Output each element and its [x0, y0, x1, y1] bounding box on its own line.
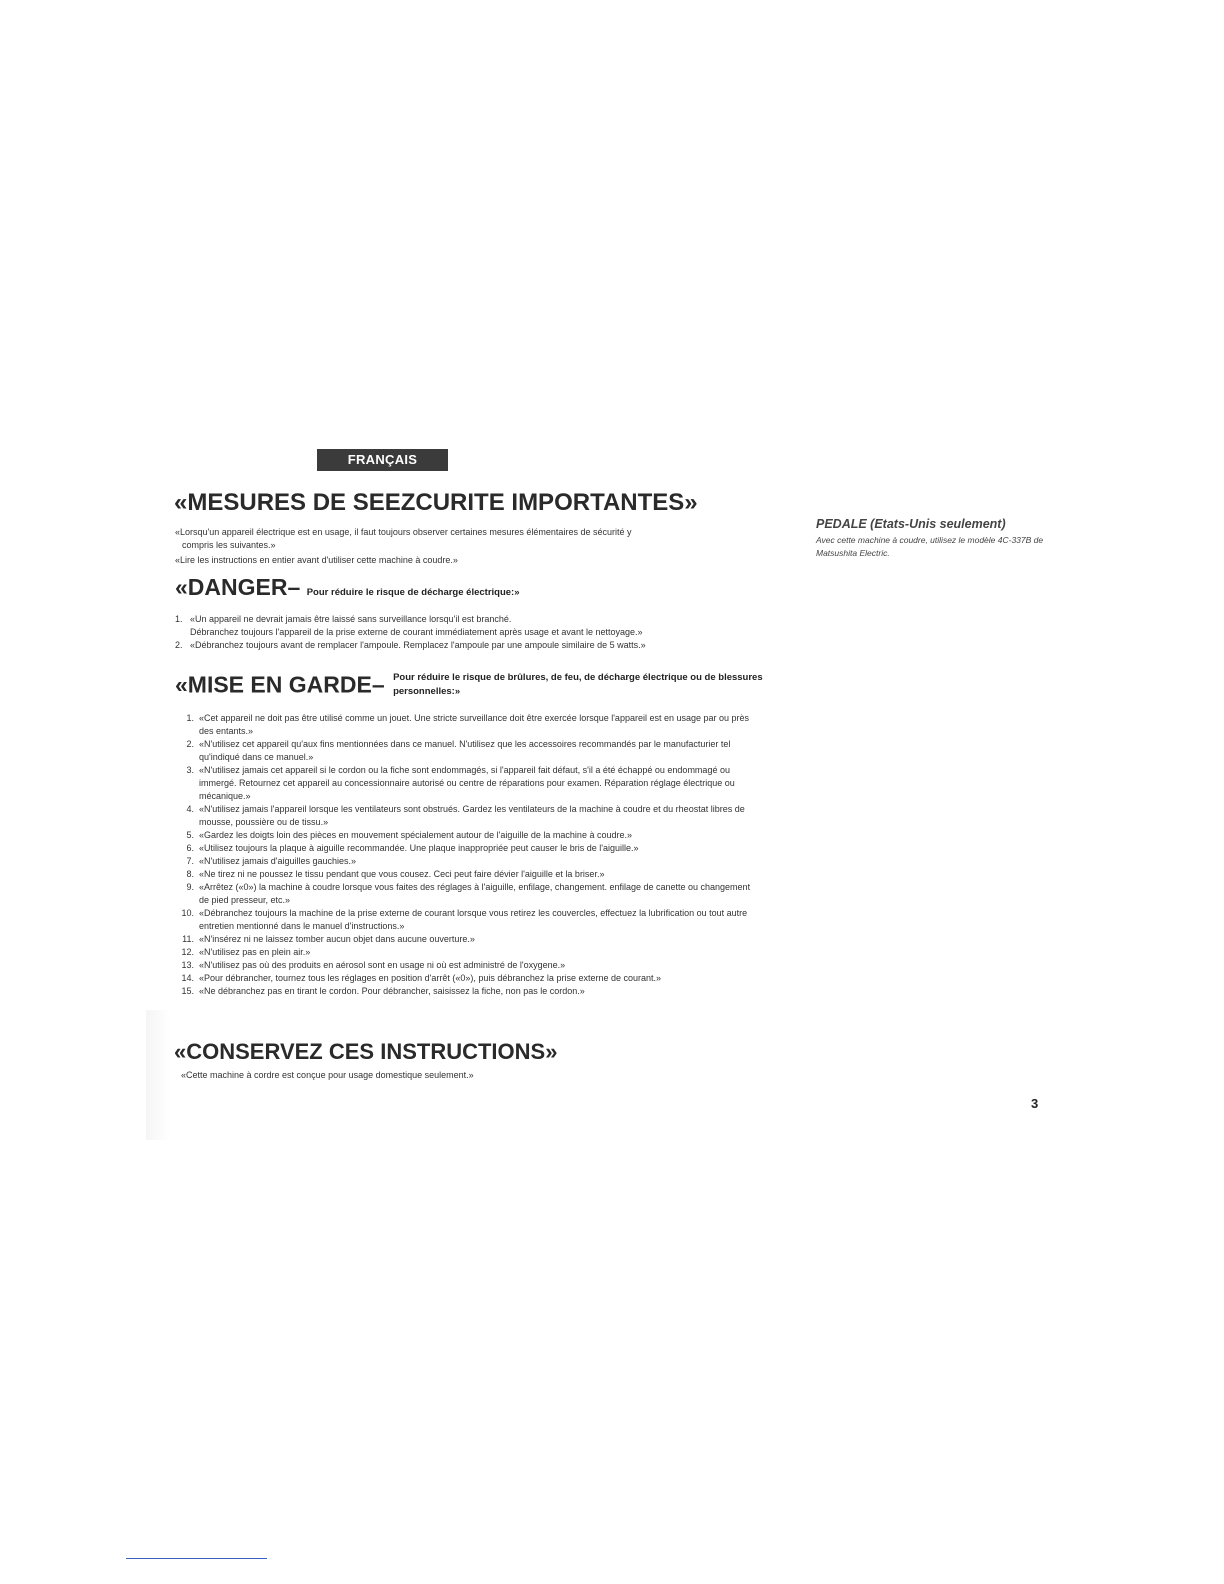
intro-line: «Lorsqu'un appareil électrique est en usage, il faut toujours observer certaines mesures élémentaires de sécurité y — [175, 527, 632, 537]
item-number: 6. — [186, 843, 194, 853]
item-number: 14. — [181, 973, 194, 983]
list-item — [168, 868, 758, 881]
conserve-note: «Cette machine à cordre est conçue pour usage domestique seulement.» — [181, 1070, 474, 1080]
item-text: «N'utilisez jamais d'aiguilles gauchies.» — [199, 856, 357, 866]
item-number: 8. — [186, 869, 194, 879]
scan-shadow — [146, 1010, 170, 1140]
item-number: 5. — [186, 830, 194, 840]
item-text: «Pour débrancher, tournez tous les réglages en position d'arrêt («0»), puis débranchez la prise externe de courant.» — [199, 973, 662, 983]
footer-rule — [126, 1558, 267, 1559]
list-item — [168, 842, 758, 855]
item-number: 10. — [181, 908, 194, 918]
list-item — [168, 881, 758, 907]
page-number: 3 — [1031, 1096, 1039, 1111]
list-item — [168, 803, 758, 829]
item-number: 4. — [186, 804, 194, 814]
mise-list — [168, 712, 758, 998]
intro-line: «Lire les instructions en entier avant d'utiliser cette machine à coudre.» — [175, 555, 458, 565]
item-text: «N'utilisez cet appareil qu'aux fins mentionnées dans ce manuel. N'utilisez que les accessoires recommandés par le manufacturier tel qu'indiqué dans ce manuel.» — [199, 739, 731, 762]
pedale-text: Avec cette machine à coudre, utilisez le modèle 4C-337B de Matsushita Electric. — [816, 535, 1044, 558]
intro-text — [175, 526, 735, 569]
list-item — [168, 907, 758, 933]
list-item — [168, 959, 758, 972]
danger-subtitle: Pour réduire le risque de décharge électrique:» — [306, 587, 520, 598]
mise-subtitle: Pour réduire le risque de brûlures, de feu, de décharge électrique ou de blessures personnelles:» — [393, 672, 763, 697]
item-number: 1. — [175, 614, 183, 624]
list-item — [168, 972, 758, 985]
list-item — [175, 639, 755, 652]
item-text: «Ne tirez ni ne poussez le tissu pendant que vous cousez. Ceci peut faire dévier l'aiguille et la briser.» — [199, 869, 605, 879]
language-tab: FRANÇAIS — [317, 449, 448, 471]
item-number: 3. — [186, 765, 194, 775]
item-text: «N'utilisez jamais l'appareil lorsque les ventilateurs sont obstrués. Gardez les ventilateurs de la machine à coudre et du rheostat libres de mousse, poussière ou de tissu.» — [199, 804, 745, 827]
item-text: «Arrêtez («0») la machine à coudre lorsque vous faites des réglages à l'aiguille, enfilage, changement. enfilage de canette ou changement de pied presseur, etc.» — [199, 882, 751, 905]
mise-heading — [175, 671, 773, 699]
item-number: 2. — [175, 640, 183, 650]
item-number: 12. — [181, 947, 194, 957]
item-text: «Utilisez toujours la plaque à aiguille recommandée. Une plaque inappropriée peut causer le bris de l'aiguille.» — [199, 843, 639, 853]
list-item — [168, 855, 758, 868]
item-text: «N'utilisez pas où des produits en aérosol sont en usage ni où est administré de l'oxygene.» — [199, 960, 566, 970]
item-text: «Cet appareil ne doit pas être utilisé comme un jouet. Une stricte surveillance doit être exercée lorsque l'appareil est en usage par ou près des entants.» — [199, 713, 750, 736]
item-number: 1. — [186, 713, 194, 723]
list-item — [168, 829, 758, 842]
list-item — [175, 613, 755, 626]
item-text: «Débranchez toujours avant de remplacer l'ampoule. Remplacez l'ampoule par une ampoule similaire de 5 watts.» — [190, 640, 646, 650]
item-text: «N'utilisez jamais cet appareil si le cordon ou la fiche sont endommagés, si l'appareil fait défaut, s'il a été échappé ou endommagé ou immergé. Retournez cet appareil au concessionnaire autorisé ou centre de réparations pour examen. Réparation réglage électrique ou mécanique.» — [199, 765, 735, 801]
item-number: 2. — [186, 739, 194, 749]
item-text: «Débranchez toujours la machine de la prise externe de courant lorsque vous retirez les couvercles, effectuez la lubrification ou tout autre entretien mentionné dans le manuel d'instructions.» — [199, 908, 748, 931]
list-item — [168, 738, 758, 764]
item-number: 15. — [181, 986, 194, 996]
item-text: «N'utilisez pas en plein air.» — [199, 947, 311, 957]
item-number: 9. — [186, 882, 194, 892]
main-title: «MESURES DE SEEZCURITE IMPORTANTES» — [174, 489, 698, 516]
conserve-title: «CONSERVEZ CES INSTRUCTIONS» — [174, 1039, 558, 1064]
list-item — [168, 985, 758, 998]
item-text: «Ne débranchez pas en tirant le cordon. Pour débrancher, saisissez la fiche, non pas le cordon.» — [199, 986, 585, 996]
item-number: 11. — [182, 934, 194, 944]
item-text: «Un appareil ne devrait jamais être laissé sans surveillance lorsqu'il est branché. — [190, 614, 512, 624]
list-item — [168, 712, 758, 738]
danger-title: «DANGER– — [175, 574, 301, 600]
danger-list — [175, 613, 755, 652]
list-item — [168, 946, 758, 959]
list-item — [168, 933, 758, 946]
item-text: «N'insérez ni ne laissez tomber aucun objet dans aucune ouverture.» — [199, 934, 475, 944]
item-number: 13. — [181, 960, 194, 970]
item-continuation: Débranchez toujours l'appareil de la prise externe de courant immédiatement après usage et avant le nettoyage.» — [190, 627, 643, 637]
pedale-note — [816, 517, 1076, 560]
mise-title: «MISE EN GARDE– — [175, 671, 385, 698]
pedale-title: PEDALE (Etats-Unis seulement) — [816, 517, 1006, 531]
intro-line: compris les suivantes.» — [182, 540, 276, 550]
danger-heading — [175, 574, 520, 601]
item-number: 7. — [186, 856, 194, 866]
item-text: «Gardez les doigts loin des pièces en mouvement spécialement autour de l'aiguille de la machine à coudre.» — [199, 830, 632, 840]
list-item — [168, 764, 758, 803]
